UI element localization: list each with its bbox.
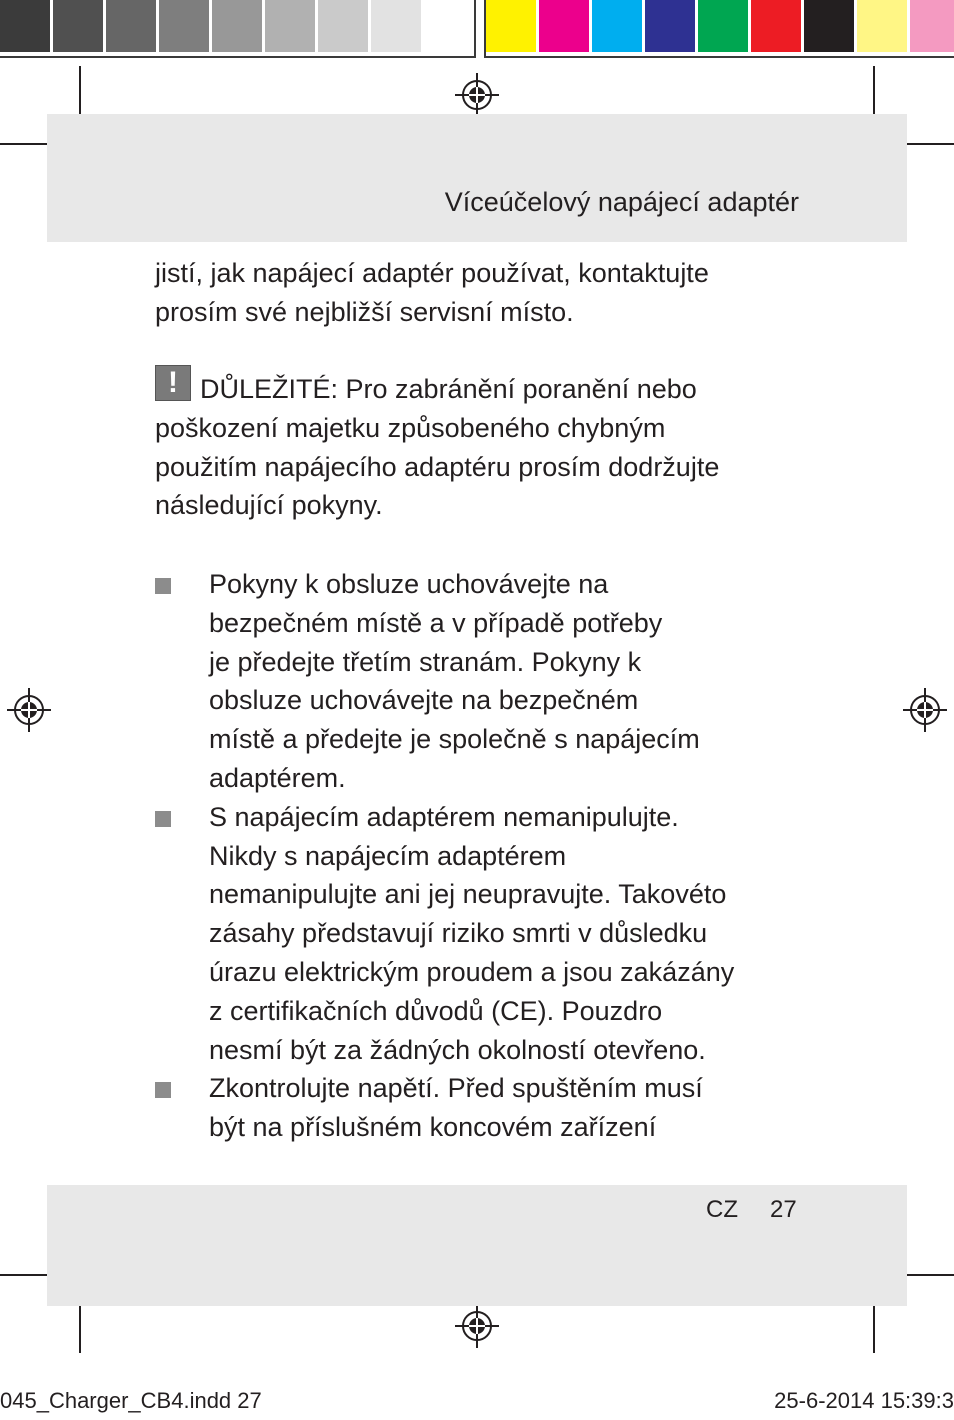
color-swatch-5 — [698, 0, 748, 52]
text-line: následující pokyny. — [155, 490, 383, 521]
registration-mark-icon — [455, 1304, 499, 1348]
text-line: místě a předejte je společně s napájecím — [209, 724, 700, 755]
text-line: jistí, jak napájecí adaptér používat, kontaktujte — [155, 258, 709, 288]
text-line: zásahy představují riziko smrti v důsledku — [209, 918, 708, 949]
color-swatch-3 — [592, 0, 642, 52]
text-line: je předejte třetím stranám. Pokyny k — [209, 646, 642, 677]
gray-swatch-7 — [318, 0, 368, 52]
color-calibration-bar — [0, 0, 954, 58]
bullet-square-icon — [155, 811, 171, 827]
color-swatch-8 — [857, 0, 907, 52]
registration-mark-icon — [7, 688, 51, 732]
slug-date: 25-6-2014 15:39:3 — [774, 1388, 954, 1413]
header-band — [47, 114, 907, 242]
gray-swatch-4 — [159, 0, 209, 52]
list-item — [155, 798, 815, 1070]
grayscale-swatches — [0, 0, 476, 58]
text-line: z certifikačních důvodů (CE). Pouzdro — [209, 995, 663, 1026]
intro-paragraph — [155, 254, 815, 332]
list-item — [155, 1069, 815, 1147]
color-swatch-7 — [804, 0, 854, 52]
language-code: CZ — [706, 1196, 738, 1223]
text-line: být na příslušném koncovém zařízení — [209, 1112, 657, 1143]
color-swatches — [484, 0, 954, 58]
text-line: obsluze uchovávejte na bezpečném — [209, 685, 639, 716]
text-line: nesmí být za žádných okolností otevřeno. — [209, 1034, 706, 1065]
color-swatch-6 — [751, 0, 801, 52]
text-line: použitím napájecího adaptéru prosím dodržujte — [155, 451, 720, 482]
text-line: prosím své nejbližší servisní místo. — [155, 296, 574, 327]
text-line: Zkontrolujte napětí. Před spuštěním musí — [209, 1073, 703, 1104]
color-swatch-4 — [645, 0, 695, 52]
text-line: Pokyny k obsluze uchovávejte na — [209, 569, 609, 599]
text-line: bezpečném místě a v případě potřeby — [209, 607, 663, 638]
text-line: poškození majetku způsobeného chybným — [155, 412, 666, 443]
text-line: S napájecím adaptérem nemanipulujte. — [209, 801, 679, 832]
gray-swatch-2 — [53, 0, 103, 52]
registration-mark-icon — [455, 73, 499, 117]
slug-filename: 045_Charger_CB4.indd 27 — [0, 1388, 262, 1413]
gray-swatch-1 — [0, 0, 50, 52]
page-number: 27 — [770, 1196, 797, 1223]
text-line: úrazu elektrickým proudem a jsou zakázány — [209, 956, 735, 987]
text-line: nemanipulujte ani jej neupravujte. Takovéto — [209, 879, 727, 910]
exclamation-glyph: ! — [168, 366, 178, 399]
gray-swatch-9 — [424, 0, 474, 52]
gray-swatch-6 — [265, 0, 315, 52]
instruction-list — [155, 565, 815, 1147]
registration-mark-icon — [903, 688, 947, 732]
bullet-square-icon — [155, 578, 171, 594]
bullet-square-icon — [155, 1082, 171, 1098]
list-item — [155, 565, 815, 798]
color-swatch-1 — [486, 0, 536, 52]
important-heading: DŮLEŽITÉ: Pro zabránění poranění nebo — [200, 374, 697, 404]
page-title: Víceúčelový napájecí adaptér — [444, 187, 799, 217]
gray-swatch-5 — [212, 0, 262, 52]
color-swatch-9 — [910, 0, 954, 52]
gray-swatch-3 — [106, 0, 156, 52]
important-notice — [155, 370, 815, 525]
text-line: Nikdy s napájecím adaptérem — [209, 840, 567, 871]
color-swatch-2 — [539, 0, 589, 52]
gray-swatch-8 — [371, 0, 421, 52]
text-line: adaptérem. — [209, 762, 346, 793]
